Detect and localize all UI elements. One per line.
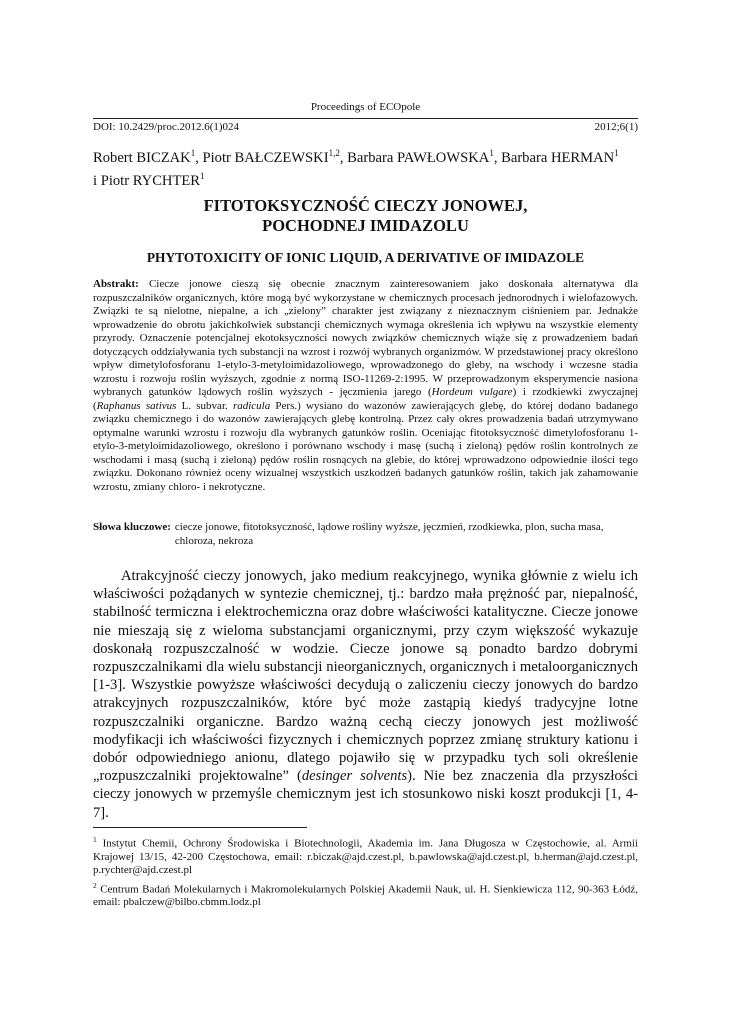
- footnote: [93, 833, 638, 877]
- abstract-label: Abstrakt:: [93, 278, 139, 290]
- species-name: Hordeum vulgare: [431, 386, 513, 398]
- footnote-text: Instytut Chemii, Ochrony Środowiska i Biotechnologii, Akademia im. Jana Długosza w Częstochowie, al. Armii Krajowej 13/15, 42-200 Częstochowa, email: r.biczak@ajd.czest.pl, b.pawlowska@ajd.czest.pl, b.herman@ajd.czest.pl, p.rychter@ajd.czest.pl: [93, 837, 638, 876]
- author-name: Barbara PAWŁOWSKA: [347, 149, 490, 166]
- author-list: Robert BICZAK$^1$, Piotr BAŁCZEWSKI$^{1,2}$, Barbara PAWŁOWSKA$^1$, Barbara HERMAN$^1$ i Piotr RYCHTER$^1$: [93, 148, 619, 189]
- author-name: Robert BICZAK: [93, 149, 191, 166]
- footnote-marker: 1: [93, 835, 97, 844]
- author-affiliation: 1: [200, 170, 205, 181]
- doi: DOI: 10.2429/proc.2012.6(1)024: [93, 121, 240, 133]
- abstract-text: Pers.) wysiano do wazonów zawierających glebę, do której dodano badanego związku chemicznego i do wazonów zawierających glebę kontrolną. Przez cały okres prowadzenia badań utrzymywano optymalne warunki wzrostu i rozwoju dla wybranych gatunków roślin. Oceniając fitotoksyczność dimetylofosforanu 1-etylo-3-metyloimidazoliowego, określono i porównano wschody i masę (suchą i zieloną) pędów roślin kontrolnych ze wschodami i masą (suchą i zieloną) pędów roślin rosnących na glebie, do której wprowadzono odpowiednie ilości tego związku. Dokonano również oceny wizualnej wszystkich uszkodzeń badanych gatunków roślin, takich jak zahamowanie wzrostu, zmiany chloro- i nekrotyczne.: [93, 399, 638, 493]
- title-polish: [93, 196, 638, 236]
- volume: 2012;6(1): [594, 121, 638, 133]
- author-affiliation: 1: [614, 148, 619, 158]
- author-affiliation: 1: [489, 148, 494, 158]
- footnote: [93, 879, 638, 910]
- keywords-label: Słowa kluczowe:: [93, 521, 171, 533]
- title-english: PHYTOTOXICITY OF IONIC LIQUID, A DERIVATIVE OF IMIDAZOLE: [146, 250, 585, 265]
- author-name: Barbara HERMAN: [501, 149, 615, 166]
- abstract-text: ) i rzodkiewki zwyczajnej (: [93, 386, 639, 412]
- abstract-text: Ciecze jonowe cieszą się obecnie znacznym zainteresowaniem jako doskonała alternatywa dla rozpuszczalników organicznych, które mogą być wykorzystane w chemicznych procesach jednorodnych i wielofazowych. Związki te są nielotne, niepalne, a ich „zielony” charakter jest związany z nieznacznym ciśnieniem par. Jednakże wprowadzenie do obrotu jakichkolwiek substancji chemicznych wymaga określenia ich wpływu na wszystkie elementy przyrody. Oznaczenie potencjalnej ekotoksyczności nowych związków chemicznych wiąże się z prowadzeniem badań dotyczących oddziaływania tych substancji na wzrost i rozwój wybranych organizmów. W przedstawionej pracy określono wpływ dimetylofosforanu 1-etylo-3-metyloimidazoliowego, wprowadzonego do gleby, na wschody i wczesne stadia wzrostu i rozwoju roślin wyższych, zgodnie z normą ISO-11269-2:1995. W przeprowadzonym eksperymencie nasiona wybranych gatunków lądowych roślin wyższych - jęczmienia jarego (: [93, 278, 638, 398]
- title-line: POCHODNEJ IMIDAZOLU: [262, 216, 469, 235]
- footnote-marker: 2: [93, 880, 97, 890]
- body-italic: desinger solvents: [301, 768, 408, 785]
- body-text: ). Nie bez znaczenia dla przyszłości cieczy jonowych w przemyśle chemicznym jest ich stosunkowo niski koszt produkcji [1, 4-7].: [93, 768, 638, 821]
- doi-row: [93, 118, 638, 133]
- author-affiliation: 1,2: [328, 148, 340, 158]
- abstract-text: L. subvar.: [176, 399, 233, 412]
- title-line: FITOTOKSYCZNOŚĆ CIECZY JONOWEJ,: [203, 196, 528, 215]
- body-paragraph: [93, 567, 638, 822]
- footnotes: [93, 833, 638, 911]
- author-affiliation: 1: [190, 148, 196, 158]
- species-name: Raphanus sativus: [96, 399, 177, 412]
- author-name: Piotr BAŁCZEWSKI: [202, 149, 329, 166]
- body-text: Atrakcyjność cieczy jonowych, jako medium reakcyjnego, wynika głównie z wielu ich właściwości pożądanych w syntezie chemicznej, tj.: bardzo mała prężność par, niepalność, stabilność termiczna i elektrochemiczna oraz dobre właściwości katalityczne. Ciecze jonowe nie mieszają się z wieloma substancjami organicznymi, przy czym większość wykazuje doskonałą rozpuszczalność w wodzie. Ciecze jonowe są ponadto bardzo dobrymi rozpuszczalnikami dla wielu substancji nieorganicznych, organicznych i metaloorganicznych [1-3]. Wszystkie powyższe właściwości decydują o zaliczeniu cieczy jonowych do bardzo atrakcyjnych rozpuszczalników, które być może zastąpią kiedyś tradycyjne lotne rozpuszczalniki organiczne. Bardzo ważną cechą cieczy jonowych jest możliwość modyfikacji ich właściwości fizycznych i chemicznych poprzez zmianę struktury kationu i dobór odpowiedniego anionu, dlatego pojawiło się w przypadku tych soli określenie „rozpuszczalniki projektowalne” (: [93, 568, 638, 785]
- author-name: Piotr RYCHTER: [100, 172, 201, 189]
- keywords-text: ciecze jonowe, fitotoksyczność, lądowe rośliny wyższe, jęczmień, rzodkiewka, plon, sucha masa, chloroza, nekroza: [174, 521, 604, 547]
- footnote-divider: [93, 827, 307, 828]
- footnote-text: Centrum Badań Molekularnych i Makromolekularnych Polskiej Akademii Nauk, ul. H. Sienkiewicza 112, 90-363 Łódź, email: pbalczew@bilbo.cbmm.lodz.pl: [93, 883, 638, 909]
- journal-header: Proceedings of ECOpole: [310, 101, 421, 113]
- species-name: radicula: [232, 399, 271, 412]
- keywords: [93, 521, 638, 548]
- abstract: [93, 278, 638, 494]
